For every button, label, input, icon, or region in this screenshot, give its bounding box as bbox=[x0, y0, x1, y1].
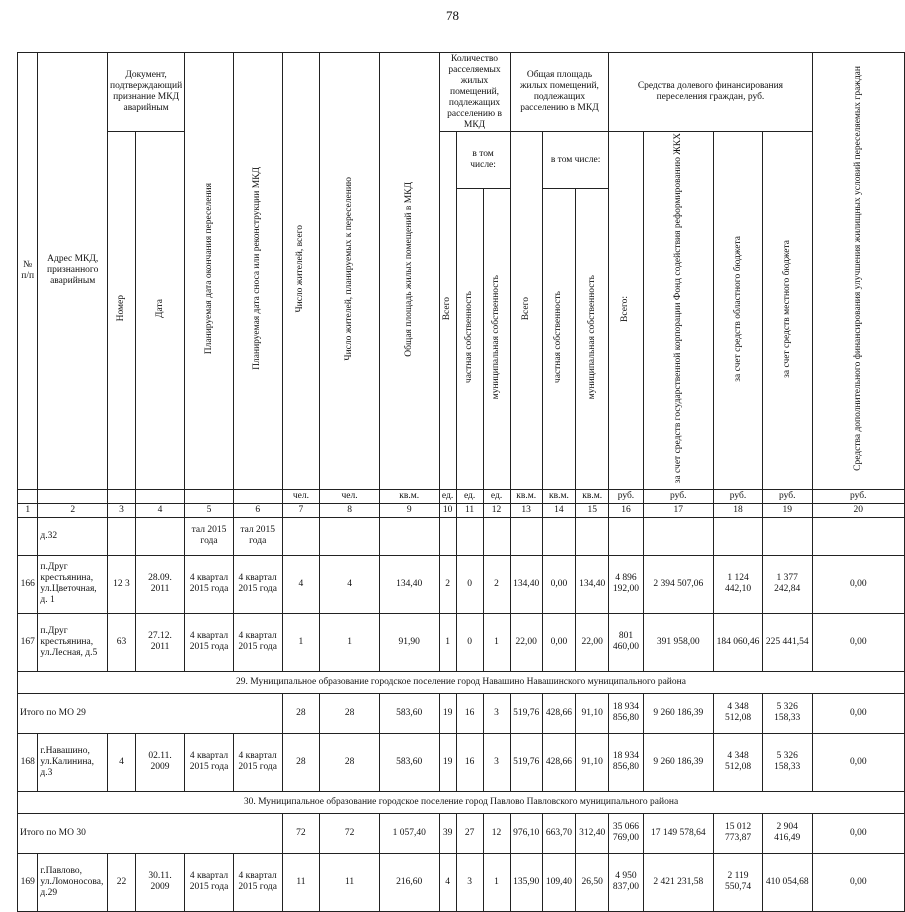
column-number: 16 bbox=[609, 503, 643, 517]
cell-c16: 801 460,00 bbox=[609, 613, 643, 671]
cell-c10: 19 bbox=[439, 733, 456, 791]
table-header bbox=[18, 53, 905, 518]
cell-c16: 4 896 192,00 bbox=[609, 555, 643, 613]
cell-c14 bbox=[542, 517, 575, 555]
cell-c10: 39 bbox=[439, 813, 456, 853]
cell-c8: 4 bbox=[320, 555, 380, 613]
unit-cell: ед. bbox=[439, 489, 456, 503]
cell-c17: 2 421 231,58 bbox=[643, 853, 714, 911]
cell-c2: п.Друг крестьянина, ул.Цветочная, д. 1 bbox=[38, 555, 108, 613]
hdr-area-total: Всего bbox=[520, 296, 531, 321]
cell-c10: 1 bbox=[439, 613, 456, 671]
hdr-fund-total: Всего: bbox=[620, 295, 631, 322]
cell-c16: 4 950 837,00 bbox=[609, 853, 643, 911]
table-row bbox=[18, 555, 905, 613]
resettlement-table bbox=[17, 52, 905, 912]
cell-c2: п.Друг крестьянина, ул.Лесная, д.5 bbox=[38, 613, 108, 671]
unit-cell: руб. bbox=[609, 489, 643, 503]
hdr-fund-regional: за счет средств областного бюджета bbox=[732, 235, 743, 382]
page-number: 78 bbox=[446, 8, 459, 23]
cell-c3: 63 bbox=[108, 613, 136, 671]
column-number: 3 bbox=[108, 503, 136, 517]
cell-c18: 4 348 512,08 bbox=[714, 693, 763, 733]
unit-cell: кв.м. bbox=[542, 489, 575, 503]
cell-c2: г.Павлово, ул.Ломоносова, д.29 bbox=[38, 853, 108, 911]
unit-cell: кв.м. bbox=[379, 489, 439, 503]
cell-label: Итого по МО 30 bbox=[18, 813, 283, 853]
table-row bbox=[18, 853, 905, 911]
unit-cell: руб. bbox=[762, 489, 812, 503]
cell-c17: 391 958,00 bbox=[643, 613, 714, 671]
cell-c1: 166 bbox=[18, 555, 38, 613]
cell-c7: 28 bbox=[282, 693, 320, 733]
unit-cell: кв.м. bbox=[510, 489, 542, 503]
hdr-count-incl: в том числе: bbox=[456, 132, 510, 189]
column-number: 15 bbox=[576, 503, 609, 517]
cell-c5: 4 квартал 2015 года bbox=[185, 853, 234, 911]
column-number: 4 bbox=[135, 503, 184, 517]
cell-c7: 1 bbox=[282, 613, 320, 671]
hdr-document: Документ, подтверждающий признание МКД аварийным bbox=[108, 53, 185, 132]
units-row bbox=[18, 489, 905, 503]
cell-text: 30. Муниципальное образование городское поселение город Павлово Павловского муниципального района bbox=[18, 791, 905, 813]
cell-c7: 4 bbox=[282, 555, 320, 613]
cell-c4: 27.12. 2011 bbox=[135, 613, 184, 671]
cell-c4: 30.11. 2009 bbox=[135, 853, 184, 911]
cell-c8: 28 bbox=[320, 693, 380, 733]
cell-c9 bbox=[379, 517, 439, 555]
cell-c8: 72 bbox=[320, 813, 380, 853]
cell-c11: 0 bbox=[456, 613, 483, 671]
cell-c17: 9 260 186,39 bbox=[643, 733, 714, 791]
cell-c8: 11 bbox=[320, 853, 380, 911]
cell-c13: 519,76 bbox=[510, 733, 542, 791]
unit-cell: руб. bbox=[643, 489, 714, 503]
cell-c19: 410 054,68 bbox=[762, 853, 812, 911]
cell-c13: 135,90 bbox=[510, 853, 542, 911]
column-number: 20 bbox=[812, 503, 904, 517]
cell-c16: 18 934 856,80 bbox=[609, 733, 643, 791]
cell-c10: 2 bbox=[439, 555, 456, 613]
hdr-demolish-date: Планируемая дата сноса или реконструкции МКД bbox=[252, 167, 263, 371]
cell-c6: 4 квартал 2015 года bbox=[233, 853, 282, 911]
cell-c9: 91,90 bbox=[379, 613, 439, 671]
cell-c6: тал 2015 года bbox=[233, 517, 282, 555]
unit-cell: руб. bbox=[812, 489, 904, 503]
unit-cell: чел. bbox=[320, 489, 380, 503]
hdr-area-incl: в том числе: bbox=[542, 132, 609, 189]
cell-c14: 109,40 bbox=[542, 853, 575, 911]
cell-c12: 3 bbox=[483, 733, 510, 791]
cell-c15: 312,40 bbox=[576, 813, 609, 853]
cell-text: 29. Муниципальное образование городское поселение город Навашино Навашинского муниципального района bbox=[18, 671, 905, 693]
total-row bbox=[18, 813, 905, 853]
cell-c19: 225 441,54 bbox=[762, 613, 812, 671]
cell-c17: 9 260 186,39 bbox=[643, 693, 714, 733]
cell-c19: 5 326 158,33 bbox=[762, 733, 812, 791]
cell-c11: 3 bbox=[456, 853, 483, 911]
cell-c9: 216,60 bbox=[379, 853, 439, 911]
cell-c16 bbox=[609, 517, 643, 555]
column-number: 5 bbox=[185, 503, 234, 517]
cell-c4 bbox=[135, 517, 184, 555]
cell-c3: 22 bbox=[108, 853, 136, 911]
cell-c7 bbox=[282, 517, 320, 555]
cell-c14: 428,66 bbox=[542, 733, 575, 791]
cell-c12: 1 bbox=[483, 853, 510, 911]
cell-c1: 168 bbox=[18, 733, 38, 791]
column-number: 6 bbox=[233, 503, 282, 517]
cell-c13 bbox=[510, 517, 542, 555]
unit-cell: руб. bbox=[714, 489, 763, 503]
cell-c1 bbox=[18, 517, 38, 555]
cell-c17 bbox=[643, 517, 714, 555]
cell-c8: 1 bbox=[320, 613, 380, 671]
hdr-area-private: частная собственность bbox=[553, 291, 564, 384]
cell-c9: 134,40 bbox=[379, 555, 439, 613]
section-row bbox=[18, 791, 905, 813]
cell-c17: 2 394 507,06 bbox=[643, 555, 714, 613]
cell-c13: 519,76 bbox=[510, 693, 542, 733]
cell-c11: 16 bbox=[456, 693, 483, 733]
cell-c1: 169 bbox=[18, 853, 38, 911]
cell-c2: г.Навашино, ул.Калинина, д.3 bbox=[38, 733, 108, 791]
cell-c14: 0,00 bbox=[542, 555, 575, 613]
cell-c18: 4 348 512,08 bbox=[714, 733, 763, 791]
cell-c18: 15 012 773,87 bbox=[714, 813, 763, 853]
cell-c11 bbox=[456, 517, 483, 555]
cell-c18: 1 124 442,10 bbox=[714, 555, 763, 613]
cell-c3: 12 3 bbox=[108, 555, 136, 613]
cell-c18: 2 119 550,74 bbox=[714, 853, 763, 911]
unit-cell: ед. bbox=[483, 489, 510, 503]
column-number: 17 bbox=[643, 503, 714, 517]
column-number-row bbox=[18, 503, 905, 517]
column-number: 14 bbox=[542, 503, 575, 517]
unit-cell: кв.м. bbox=[576, 489, 609, 503]
column-number: 13 bbox=[510, 503, 542, 517]
cell-c18 bbox=[714, 517, 763, 555]
hdr-resettle-date: Планируемая дата окончания переселения bbox=[203, 183, 214, 355]
hdr-doc-number: Номер bbox=[116, 295, 126, 322]
cell-c3 bbox=[108, 517, 136, 555]
cell-c5: 4 квартал 2015 года bbox=[185, 733, 234, 791]
cell-c16: 35 066 769,00 bbox=[609, 813, 643, 853]
cell-c12: 1 bbox=[483, 613, 510, 671]
cell-c19: 1 377 242,84 bbox=[762, 555, 812, 613]
cell-c11: 27 bbox=[456, 813, 483, 853]
column-number: 19 bbox=[762, 503, 812, 517]
cell-label: Итого по МО 29 bbox=[18, 693, 283, 733]
cell-c6: 4 квартал 2015 года bbox=[233, 733, 282, 791]
column-number: 1 bbox=[18, 503, 38, 517]
hdr-num: № п/п bbox=[18, 53, 38, 490]
cell-c7: 72 bbox=[282, 813, 320, 853]
section-row bbox=[18, 671, 905, 693]
cell-c20: 0,00 bbox=[812, 693, 904, 733]
cell-c14: 0,00 bbox=[542, 613, 575, 671]
cell-c12: 2 bbox=[483, 555, 510, 613]
table-row bbox=[18, 613, 905, 671]
cell-c20: 0,00 bbox=[812, 555, 904, 613]
column-number: 9 bbox=[379, 503, 439, 517]
cell-c11: 16 bbox=[456, 733, 483, 791]
total-row bbox=[18, 693, 905, 733]
table-row bbox=[18, 733, 905, 791]
cell-c10: 4 bbox=[439, 853, 456, 911]
cell-c5: 4 квартал 2015 года bbox=[185, 613, 234, 671]
cell-c4: 28.09. 2011 bbox=[135, 555, 184, 613]
table-body bbox=[18, 517, 905, 911]
cell-c20 bbox=[812, 517, 904, 555]
cell-c20: 0,00 bbox=[812, 613, 904, 671]
hdr-fund-local: за счет средств местного бюджета bbox=[781, 239, 792, 378]
cell-c8: 28 bbox=[320, 733, 380, 791]
cell-c15: 91,10 bbox=[576, 693, 609, 733]
cell-c11: 0 bbox=[456, 555, 483, 613]
cell-c7: 28 bbox=[282, 733, 320, 791]
cell-c10 bbox=[439, 517, 456, 555]
cell-c20: 0,00 bbox=[812, 853, 904, 911]
cell-c9: 1 057,40 bbox=[379, 813, 439, 853]
cell-c3: 4 bbox=[108, 733, 136, 791]
unit-cell: ед. bbox=[456, 489, 483, 503]
hdr-extra-funding: Средства дополнительного финансирования улучшения жилищных условий переселяемых граждан bbox=[852, 66, 863, 472]
cell-c15: 26,50 bbox=[576, 853, 609, 911]
column-number: 11 bbox=[456, 503, 483, 517]
cell-c17: 17 149 578,64 bbox=[643, 813, 714, 853]
cell-c12 bbox=[483, 517, 510, 555]
hdr-count-total: Всего bbox=[442, 296, 453, 321]
cell-c6: 4 квартал 2015 года bbox=[233, 555, 282, 613]
unit-cell: чел. bbox=[282, 489, 320, 503]
cell-c15 bbox=[576, 517, 609, 555]
hdr-residents-resettle: Число жителей, планируемых к переселению bbox=[344, 177, 355, 361]
cell-c15: 22,00 bbox=[576, 613, 609, 671]
cell-c19: 2 904 416,49 bbox=[762, 813, 812, 853]
hdr-fund-federal: за счет средств государственной корпорации Фонд содействия реформированию ЖКХ bbox=[672, 133, 683, 484]
hdr-address: Адрес МКД, признанного аварийным bbox=[38, 53, 108, 490]
hdr-total-area: Общая площадь жилых помещений в МКД bbox=[403, 181, 414, 357]
column-number: 10 bbox=[439, 503, 456, 517]
cell-c8 bbox=[320, 517, 380, 555]
cell-c15: 91,10 bbox=[576, 733, 609, 791]
cell-c1: 167 bbox=[18, 613, 38, 671]
cell-c16: 18 934 856,80 bbox=[609, 693, 643, 733]
cell-c13: 976,10 bbox=[510, 813, 542, 853]
cell-c14: 663,70 bbox=[542, 813, 575, 853]
hdr-count-private: частная собственность bbox=[464, 291, 475, 384]
hdr-count-municipal: муниципальная собственность bbox=[491, 274, 502, 400]
hdr-doc-date: Дата bbox=[154, 299, 165, 319]
cell-c12: 12 bbox=[483, 813, 510, 853]
hdr-funding-group: Средства долевого финансирования переселения граждан, руб. bbox=[609, 53, 812, 132]
cell-c10: 19 bbox=[439, 693, 456, 733]
cell-c19 bbox=[762, 517, 812, 555]
cell-c9: 583,60 bbox=[379, 733, 439, 791]
hdr-area-group: Общая площадь жилых помещений, подлежащих расселению в МКД bbox=[510, 53, 609, 132]
table-row bbox=[18, 517, 905, 555]
cell-c2: д.32 bbox=[38, 517, 108, 555]
column-number: 7 bbox=[282, 503, 320, 517]
column-number: 2 bbox=[38, 503, 108, 517]
cell-c4: 02.11. 2009 bbox=[135, 733, 184, 791]
cell-c6: 4 квартал 2015 года bbox=[233, 613, 282, 671]
cell-c15: 134,40 bbox=[576, 555, 609, 613]
cell-c5: 4 квартал 2015 года bbox=[185, 555, 234, 613]
cell-c18: 184 060,46 bbox=[714, 613, 763, 671]
cell-c20: 0,00 bbox=[812, 813, 904, 853]
cell-c14: 428,66 bbox=[542, 693, 575, 733]
hdr-area-municipal: муниципальная собственность bbox=[586, 274, 597, 400]
column-number: 18 bbox=[714, 503, 763, 517]
hdr-count-group: Количество расселяемых жилых помещений, подлежащих расселению в МКД bbox=[439, 53, 510, 132]
cell-c20: 0,00 bbox=[812, 733, 904, 791]
column-number: 8 bbox=[320, 503, 380, 517]
cell-c5: тал 2015 года bbox=[185, 517, 234, 555]
column-number: 12 bbox=[483, 503, 510, 517]
cell-c12: 3 bbox=[483, 693, 510, 733]
cell-c13: 134,40 bbox=[510, 555, 542, 613]
cell-c9: 583,60 bbox=[379, 693, 439, 733]
cell-c7: 11 bbox=[282, 853, 320, 911]
hdr-residents: Число жителей, всего bbox=[295, 225, 306, 313]
cell-c13: 22,00 bbox=[510, 613, 542, 671]
cell-c19: 5 326 158,33 bbox=[762, 693, 812, 733]
